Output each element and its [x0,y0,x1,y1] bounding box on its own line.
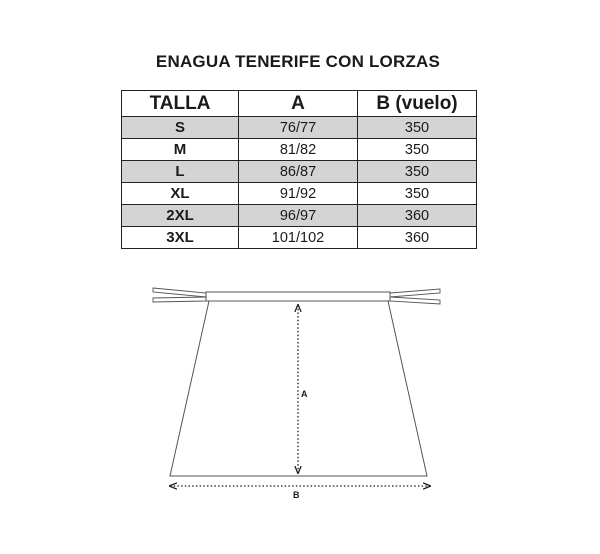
table-row [122,183,477,205]
size-table [121,90,477,249]
header-talla: TALLA [122,91,239,117]
waistband [206,292,390,301]
cell-b: 350 [358,139,477,161]
cell-talla: M [122,139,239,161]
cell-talla: S [122,117,239,139]
cell-a: 96/97 [239,205,358,227]
left-tie-strings [153,288,206,302]
right-tie-strings [390,289,440,304]
cell-talla: L [122,161,239,183]
cell-b: 360 [358,205,477,227]
cell-talla: XL [122,183,239,205]
cell-talla: 2XL [122,205,239,227]
cell-talla: 3XL [122,227,239,249]
cell-a: 86/87 [239,161,358,183]
table-row [122,139,477,161]
page-title: ENAGUA TENERIFE CON LORZAS [155,52,441,71]
cell-b: 350 [358,117,477,139]
table-row [122,161,477,183]
dimension-b-label: B [293,490,300,500]
table-row [122,117,477,139]
cell-a: 91/92 [239,183,358,205]
cell-b: 350 [358,183,477,205]
cell-a: 101/102 [239,227,358,249]
table-row [122,205,477,227]
table-row [122,227,477,249]
skirt-diagram [0,280,600,510]
dimension-a-label: A [301,389,308,399]
header-a: A [239,91,358,117]
cell-b: 350 [358,161,477,183]
cell-a: 81/82 [239,139,358,161]
table-header-row [122,91,477,117]
cell-b: 360 [358,227,477,249]
cell-a: 76/77 [239,117,358,139]
header-b-vuelo: B (vuelo) [358,91,477,117]
